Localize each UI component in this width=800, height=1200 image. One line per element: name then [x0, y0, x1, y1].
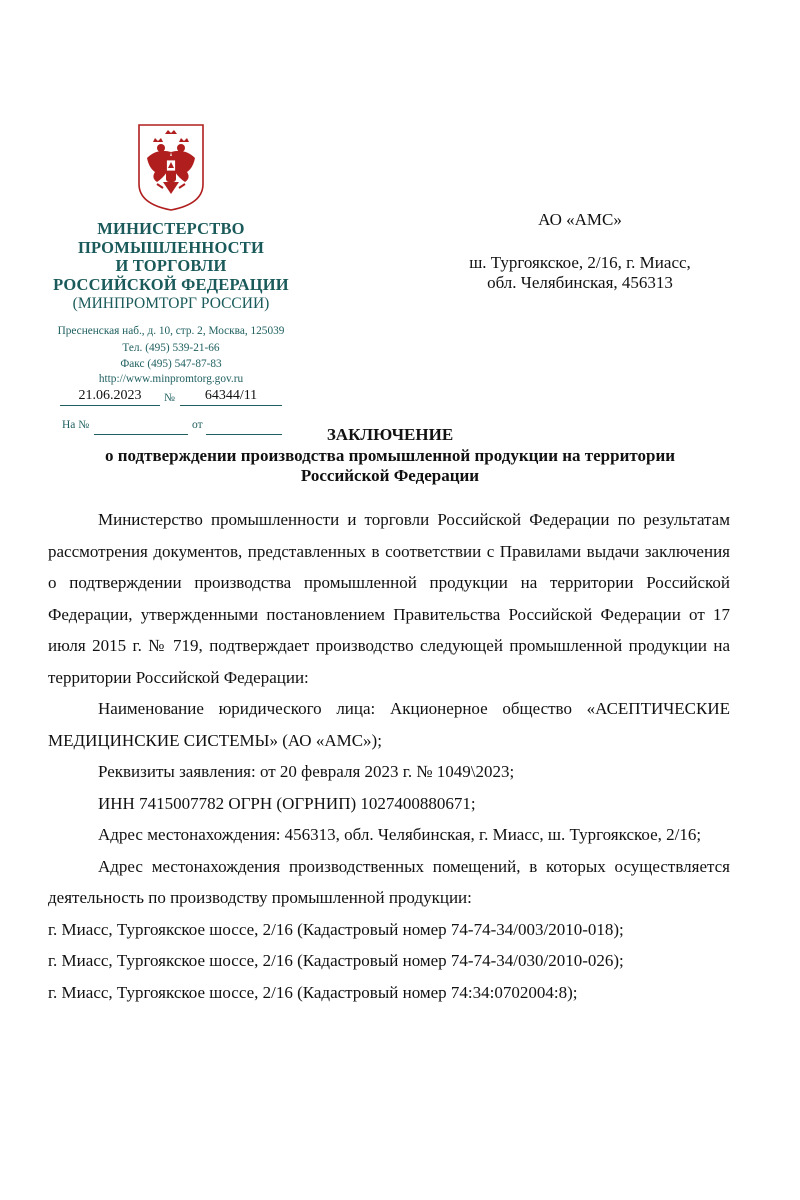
letter-number: 64344/11 — [180, 388, 282, 406]
ministry-fax: Факс (495) 547-87-83 — [120, 357, 222, 370]
in-reply-label: На № — [62, 419, 90, 431]
recipient-address-line: обл. Челябинская, 456313 — [487, 273, 673, 292]
document-title — [40, 425, 740, 487]
number-label: № — [164, 392, 175, 404]
document-body — [48, 504, 730, 1008]
body-paragraph: Министерство промышленности и торговли Российской Федерации по результатам рассмотрения документов, представленных в соответствии с Правилами выдачи заключения о подтверждении производства промышленной продукции на территории Российской Федерации, утвержденными постановлением Правительства Российской Федерации от 17 июля 2015 г. № 719, подтверждает производство следующей промышленной продукции на территории Российской Федерации: — [48, 510, 730, 687]
body-paragraph: ИНН 7415007782 ОГРН (ОГРНИП) 1027400880671; — [98, 793, 476, 813]
ministry-address: Пресненская наб., д. 10, стр. 2, Москва, 125039 — [57, 325, 285, 337]
ministry-name-line: РОССИЙСКОЙ ФЕДЕРАЦИИ — [53, 274, 289, 294]
recipient-block — [432, 210, 728, 294]
ministry-name-line: ПРОМЫШЛЕННОСТИ — [77, 237, 265, 257]
recipient-address-line: ш. Тургоякское, 2/16, г. Миасс, — [469, 252, 691, 272]
from-label: от — [192, 419, 203, 431]
registration-row — [60, 388, 282, 408]
letter-date: 21.06.2023 — [60, 388, 160, 406]
ministry-short-name: (МИНПРОМТОРГ РОССИИ) — [72, 295, 270, 312]
ministry-name-line: МИНИСТЕРСТВО — [97, 219, 245, 238]
production-site-item: г. Миасс, Тургоякское шоссе, 2/16 (Кадастровый номер 74-74-34/030/2010-026); — [48, 951, 624, 970]
body-paragraph: Адрес местонахождения производственных помещений, в которых осуществляется деятельность по производству промышленной продукции: — [48, 856, 730, 907]
ministry-name-line: И ТОРГОВЛИ — [115, 256, 227, 275]
ministry-website[interactable]: http://www.minpromtorg.gov.ru — [98, 373, 244, 385]
body-paragraph: Наименование юридического лица: Акционерное общество «АСЕПТИЧЕСКИЕ МЕДИЦИНСКИЕ СИСТЕМЫ» (АО «АМС»); — [48, 699, 730, 750]
production-site-item: г. Миасс, Тургоякское шоссе, 2/16 (Кадастровый номер 74:34:0702004:8); — [48, 982, 578, 1002]
body-paragraph: Адрес местонахождения: 456313, обл. Челябинская, г. Миасс, ш. Тургоякское, 2/16; — [98, 825, 702, 844]
ministry-contacts — [40, 341, 302, 388]
letterhead — [40, 122, 302, 388]
title-line: Российской Федерации — [300, 466, 480, 485]
body-paragraph: Реквизиты заявления: от 20 февраля 2023 г. № 1049\2023; — [98, 762, 515, 781]
coat-of-arms-icon — [135, 122, 207, 212]
title-line: о подтверждении производства промышленной продукции на территории — [104, 445, 676, 465]
recipient-name: АО «АМС» — [538, 210, 622, 229]
title-line: ЗАКЛЮЧЕНИЕ — [326, 425, 454, 444]
ministry-name — [40, 220, 302, 294]
ministry-phone: Тел. (495) 539-21-66 — [122, 342, 220, 354]
production-site-item: г. Миасс, Тургоякское шоссе, 2/16 (Кадастровый номер 74-74-34/003/2010-018); — [48, 919, 624, 939]
